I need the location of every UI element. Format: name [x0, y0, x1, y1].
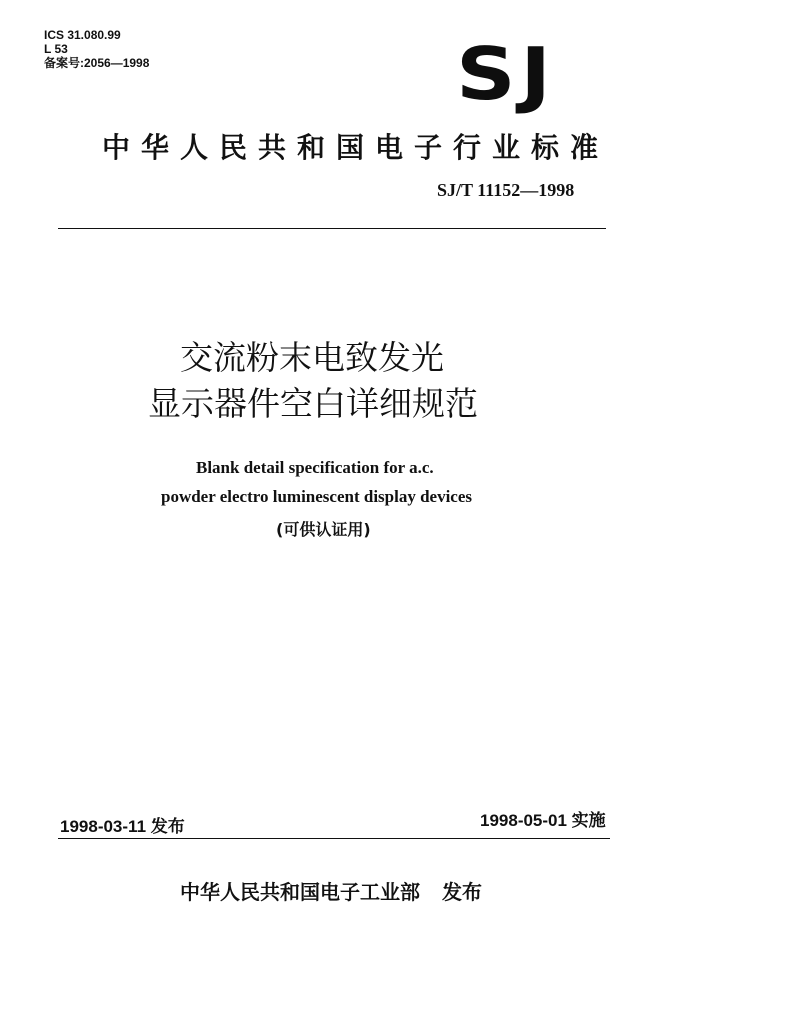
- english-title-line-1: Blank detail specification for a.c.: [196, 458, 434, 477]
- top-divider: [58, 228, 606, 229]
- issue-date: 1998-03-11 发布: [60, 817, 185, 836]
- metadata-block: [44, 28, 149, 70]
- english-title-line-2: powder electro luminescent display devices: [161, 487, 473, 506]
- bottom-divider: [58, 838, 610, 839]
- classification-code: L 53: [44, 42, 68, 56]
- chinese-title-line-2: 显示器件空白详细规范: [148, 384, 478, 423]
- ics-code: ICS 31.080.99: [44, 28, 121, 42]
- publish-action: 发布: [442, 880, 482, 904]
- publishing-authority: 中华人民共和国电子工业部: [180, 880, 420, 904]
- certification-note: (可供认证用): [276, 520, 371, 539]
- standard-number: SJ/T 11152—1998: [437, 180, 575, 200]
- sj-logo: SJ: [456, 32, 556, 116]
- chinese-title-line-1: 交流粉末电致发光: [180, 338, 444, 377]
- industry-standard-heading: 中华人民共和国电子行业标准: [102, 131, 610, 164]
- record-number: 备案号:2056—1998: [44, 56, 150, 70]
- implementation-date: 1998-05-01 实施: [480, 811, 606, 830]
- publisher-line: [180, 876, 482, 905]
